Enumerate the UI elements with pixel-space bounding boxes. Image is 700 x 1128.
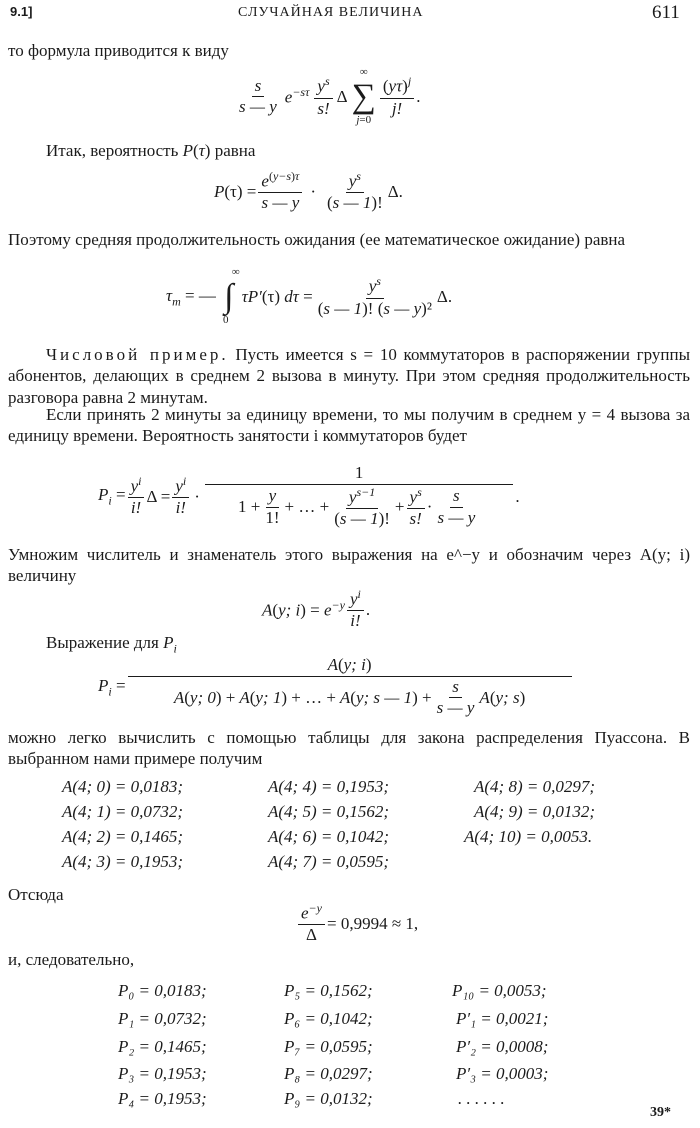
- a-value: A(4; 6) = 0,1042;: [268, 827, 390, 846]
- p-value: P₅ = 0,1562;: [284, 981, 373, 1000]
- paragraph-10: и, следовательно,: [8, 950, 135, 969]
- a-value: A(4; 2) = 0,1465;: [62, 827, 184, 846]
- p-value: P₉ = 0,0132;: [284, 1089, 373, 1108]
- paragraph-2: Итак, вероятность P(τ) равна: [46, 141, 256, 160]
- paragraph-4-text: Пусть имеется s = 10 коммутаторов в распоряжении группы абонентов, делающих в среднем 2 вызова в минуту. При этом средняя продолжительность разговора равна 2 минутам.: [8, 345, 690, 407]
- example-heading: Числовой пример.: [46, 345, 229, 364]
- paragraph-2-text: Итак, вероятность: [46, 141, 179, 160]
- formula-p-i: $P_i$ = $\frac{y^i}{i!}$ Δ = $\frac{y^i}{i!}$ · 1 1 + $\frac{y}{1!}$ + … + $\frac{y^{s-1}}{(s — 1)!}$ + $\frac{y^s}{s!}$ · $\frac{s}{s — y}$ .: [98, 463, 520, 529]
- p-value: P′₂ = 0,0008;: [456, 1037, 549, 1056]
- paragraph-1: то формула приводится к виду: [8, 41, 229, 60]
- a-value: A(4; 3) = 0,1953;: [62, 852, 184, 871]
- running-title: СЛУЧАЙНАЯ ВЕЛИЧИНА: [238, 5, 424, 20]
- p-value: P′₁ = 0,0021;: [456, 1009, 549, 1028]
- a-value: A(4; 7) = 0,0595;: [268, 852, 390, 871]
- formula-sum: $\frac{s}{s — y}$ $e^{-s\tau}$ $\frac{y^s}{s!}$ Δ ∞ ∑ j=0 $\frac{(y\tau)^j}{j!}$ .: [239, 66, 421, 126]
- a-value: A(4; 1) = 0,0732;: [62, 802, 184, 821]
- p-value: P₆ = 0,1042;: [284, 1009, 373, 1028]
- paragraph-8: можно легко вычислить с помощью таблицы для закона распределения Пуассона. В выбранном нами примере получим: [8, 728, 690, 769]
- a-value: A(4; 10) = 0,0053.: [464, 827, 593, 846]
- formula-a: A(y; $i) = e^{-y}$ $\frac{y^i}{i!}$ .: [262, 587, 371, 631]
- paragraph-7-text: Выражение для: [46, 633, 159, 652]
- paragraph-5: Если принять 2 минуты за единицу времени, то мы получим в среднем y = 4 вызова за единицу времени. Вероятность занятости i коммутаторов будет: [8, 405, 690, 446]
- paragraph-7: Выражение для $P_i$: [46, 633, 177, 656]
- p-value: P₇ = 0,0595;: [284, 1037, 373, 1056]
- formula-p-i-a: $P_i$ = A(y; i) A(y; 0) + A(y; 1) + … + A(y; s — 1) + $\frac{s}{s — y}$ A(y; s): [98, 656, 574, 718]
- formula-ratio: $\frac{e^{-y}}{\Delta}$ = 0,9994 ≈ 1,: [296, 902, 418, 945]
- p-value: P₀ = 0,0183;: [118, 981, 207, 1000]
- paragraph-3: Поэтому средняя продолжительность ожидания (ее математическое ожидание) равна: [8, 230, 626, 249]
- a-value: A(4; 0) = 0,0183;: [62, 777, 184, 796]
- paragraph-9: Отсюда: [8, 885, 64, 904]
- ratio-value: = 0,9994 ≈ 1,: [326, 913, 419, 933]
- section-number: 9.1]: [10, 4, 33, 19]
- a-value: A(4; 5) = 0,1562;: [268, 802, 390, 821]
- p-value: P₄ = 0,1953;: [118, 1089, 207, 1108]
- p-value: P₈ = 0,0297;: [284, 1064, 373, 1083]
- paragraph-2-text-end: равна: [214, 141, 256, 160]
- signature-mark: 39*: [650, 1105, 671, 1120]
- a-value: A(4; 9) = 0,0132;: [474, 802, 596, 821]
- formula-tau-m: $\tau_m$ = — ∞ ∫ 0 τP′(τ) dτ = $\frac{y^s}{\text{(s — 1)! (s — y)²}}$ Δ.: [166, 266, 453, 326]
- p-value: P₂ = 0,1465;: [118, 1037, 207, 1056]
- formula-p-tau: P(τ) = $\frac{e^{(y-s)\tau}}{s — y}$ · $\frac{y^s}{(s — 1)!}$ Δ.: [214, 169, 403, 213]
- page-number: 611: [652, 2, 680, 23]
- a-value: A(4; 8) = 0,0297;: [474, 777, 596, 796]
- p-value: P₁ = 0,0732;: [118, 1009, 207, 1028]
- p-value: P₁₀ = 0,0053;: [452, 981, 547, 1000]
- p-value-ellipsis: . . . . . .: [458, 1089, 505, 1108]
- paragraph-4: [8, 344, 690, 408]
- p-value: P′₃ = 0,0003;: [456, 1064, 549, 1083]
- p-value: P₃ = 0,1953;: [118, 1064, 207, 1083]
- paragraph-6: Умножим числитель и знаменатель этого выражения на e^−y и обозначим через A(y; i) величину: [8, 545, 690, 586]
- a-value: A(4; 4) = 0,1953;: [268, 777, 390, 796]
